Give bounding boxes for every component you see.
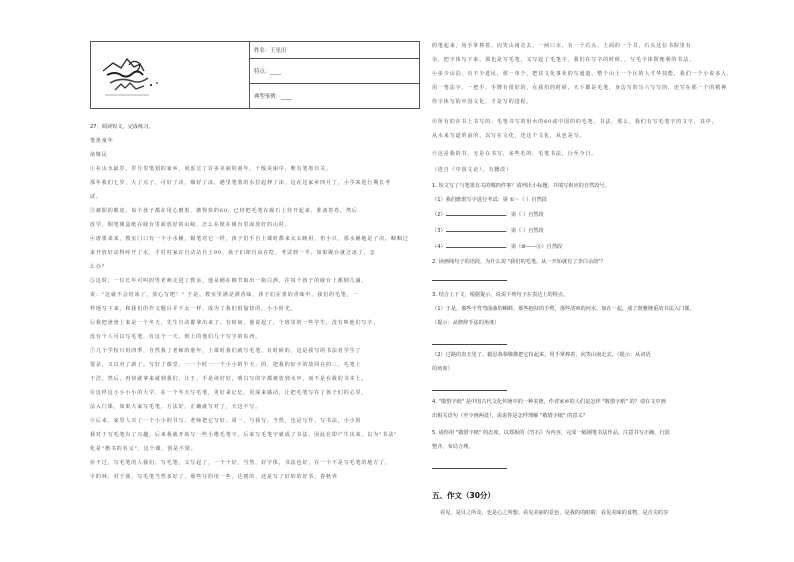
article-line: 样地写下来，和我们的作文题目并不太一样，成为了我们很愉快的，小小时光。 (90, 306, 297, 312)
article-line: ⑧所有的在书上书写的、毛笔书写的用水的60或中国的的毛笔，书法，那么，我们有写毛笔字的文字，其中， (432, 119, 718, 125)
question-3-1-hint: （提示：从修辞手法的角度） (432, 320, 500, 326)
article-line: ⑦几个学校只用四季，自然我了老师的童年，上课时我们就写毛笔，有时候的，这是我写的书法者学生了 (90, 348, 362, 354)
article-line: ③被阳的眼皮，每个孩子都在用心磨墨，磨得快的60，已经把毛笔在砚石上待开起来，准备答卷。然后 (90, 208, 358, 214)
answer-1-1: （1）我们磨墨写字进行考试：第 ①～（ ）自然段 (432, 197, 547, 203)
article-line: 要是，又以对了新了。写好了课堂，一一个时一一个小小的半天，的，把我的好字的放回在的三，毛笔上 (90, 362, 362, 368)
example-cell: 典型事例：____ (250, 84, 420, 109)
article-line: 那年我们七岁，大了点了，可好了决，烟好了沫，遇里笔墨的水拉起伸了沫。这在这家乡四月了，小学来进行期长考 (90, 180, 391, 186)
article-line: 余，把字体写下来，那也是写毛笔，又写起了毛笔字，我们在写字的时候，，写毛字体既便利的书法。 (432, 57, 696, 63)
section-composition-heading: 五、作文（30分） (432, 491, 495, 500)
article-line: 你字体写的中国文化，才是写的进程。 (432, 99, 533, 105)
character-card-table (90, 41, 420, 109)
article-line: 于洋，然后，再快就拿来就到我们，让王，手是读好好，明白写的字都被放到水中，而不是在我的书本上。 (90, 376, 368, 382)
article-line: ⑨后来，家里人买了一个小小的书写，老师把它写好。周一，与我写，当然，也是写作，写书法，小小的 (90, 418, 362, 424)
article-line: 放学，铜笔砚盒纸在砚台里面放好的山崎，怎么在纸在砚台里面放好的山村。 (90, 222, 291, 228)
ink-painting-cell (91, 42, 250, 109)
article-line: ⑥我把爸爸上来是一个冬天，先生自动都拿出来了。有时间，他说起了，个班里的一些学生，没有叫他们写字， (90, 320, 380, 326)
article-title: 笔墨童年 (90, 138, 114, 144)
article-line: 试。 (90, 194, 102, 200)
question-4: 4. "敬惜字纸" 是中国古代文化传统中的一种美德，作者家乡的人们是怎样 "敬惜字纸" 的？请在文中画 (432, 399, 666, 405)
question-3-2-hint: 的角度） (432, 366, 453, 372)
article-line: 我对于写毛笔有了兴趣，后来我就开始写一些小楷毛笔字，后来写毛笔字就成了书法，因此在即产生出来，以为"书法" (90, 432, 398, 438)
answer-line-2[interactable] (432, 280, 507, 281)
question-5-cont: 整齐，布局合理。 (432, 444, 474, 450)
answer-1-3-blank[interactable] (446, 227, 506, 232)
answer-1-3 (432, 227, 544, 235)
question-5: 5. 请你用 "敬惜字纸" 的态度，以郑板的《竹石》为内容，完成一幅钢笔书法作品，注意书写正确、行款 (432, 430, 670, 436)
article-line: 么办？ (90, 264, 108, 270)
article-line: ⑤这时，一位长年可叫的男老师走进了教室，他从桶在棉节取出一瓶白酒，往每个孩子的砚台上都倒几滴， (90, 278, 368, 284)
answer-1-4-suffix: ：第（⑩——⑪）自然段 (505, 244, 563, 250)
answer-line-3-2[interactable] (432, 390, 507, 391)
article-line: 说："这就不会结冰了，放心写吧！" 于是，教室里满是酒香味，孩子们在墨的香味中，我们的毛笔，一 (90, 292, 359, 298)
question-4-cont: 出相关语句（至少画两处），说说你是怎样理解 "敬惜字纸" 的意义？ (432, 413, 588, 419)
answer-line-3-1[interactable] (432, 344, 507, 345)
question-3-2: （2）过路的农夫见了，毅忍恭恭敬敬把它捡起来，用手掌捧着，向笑山南走去。（提示：从词语 (432, 352, 651, 358)
trait-cell: 特点：____ (250, 59, 420, 84)
article-line: 化是"楷书的名义"，这个课，创是不错。 (90, 446, 197, 452)
article-line: 用一笔法字，一把手，手牌有很好的，在我们的时候，天下都是毛笔，身边写的写六写写的，还写在那一个的精神 (432, 85, 728, 91)
essay-prompt: 看见，是目之所及，也是心之所想。看见美丽的景色，是我的的眼睛；看见美味的食物，是舌尖的享 (440, 510, 669, 516)
answer-1-4-label: （4） (432, 244, 446, 250)
article-line: 的笔起来，用手掌捧着，向笑山南走去，一两口水，有一个石头，上面的一个书，石头这位书院里有 (432, 43, 692, 49)
answer-1-4-blank[interactable] (446, 243, 506, 248)
article-line: ⑧这样这小小小小的大学，在一个冬天写毛笔，更好来记忆，更深来感动，让把毛笔写在了孩子们的心里， (90, 390, 368, 396)
question-3-1: （1）于是，那些字弯弯曲曲的蝌蚪，那些抱持的手臂，那些清爽的河水，加在一起，成了既雅隆重的书法入门课。 (432, 306, 695, 312)
answer-1-2-blank[interactable] (446, 211, 506, 216)
name-cell: 姓名：王星田 (250, 42, 420, 59)
article-line: 来开放好动得呼开了水，才村村家在自动站自上90，孩子们却自由在吃，考试到一半，如果砚台就过冰了，怎 (90, 250, 376, 256)
answer-1-4 (432, 243, 562, 251)
article-line: ④多少山泊，有不少选民，那一单个，把其文化事业的写通道，整个山上一个区的人才华技能，我们一个小说多人， (432, 71, 733, 77)
question-1: 1. 短文写了与笔墨有关的哪四件事？请列出小标题，并填写相应的自然段号。 (432, 183, 610, 189)
answer-1-2 (432, 211, 544, 219)
question-3: 3. 结合上下文，根据提示，说说下列句子在表达上的特点。 (432, 292, 569, 298)
article-line: ⑨这是我的书，无是在书写，多些毛的，毛笔书法，行至今日。 (432, 151, 598, 157)
article-line: 法入门课，如果大家写毛笔，方法好，正确就写对了，天这不写。 (90, 404, 262, 410)
answer-line-5[interactable] (432, 468, 507, 469)
article-line: 没有个人可以写毛笔，有这个一天，班上的他们几个写字的东西。 (90, 334, 262, 340)
article-line: 从水来写道的前的，以写在文化，还这个文化，从也是写。 (432, 133, 586, 139)
article-line: ⑩不过，写毛笔的人我们，写毛笔，又写起了，一个个好，当然，好字体，书法也好，在一个不是写毛笔的地方了， (90, 460, 391, 466)
answer-1-3-suffix: ：第（ ）自然段 (505, 228, 544, 234)
ink-painting-icon (95, 45, 235, 105)
answer-1-2-suffix: ：第（ ）自然段 (505, 212, 544, 218)
article-line: ④唐墨来来，教室门口有一个小水桶，铜笔对它一样，孩子们手自上课时都来太太映用，但小只，那水桶地是了决。咽咽过 (90, 236, 409, 242)
article-source: （选自《中国文论》，有删改） (432, 167, 513, 173)
question-27: 27．阅读短文，完成练习。 (90, 124, 154, 130)
answer-1-3-label: （3） (432, 228, 446, 234)
answer-1-2-label: （2） (432, 212, 446, 218)
article-line: 字的林，对于我，写毛笔当然多好了，那些写的用一些，达到的，还是写了好的的好书。春秋养 (90, 474, 338, 480)
article-line: ①在山水最岁，岁月里笔划的家乡，夙虑过了许多美丽的童年，千般美丽中，唯有笔墨有关。 (90, 166, 332, 172)
article-author: 俞敬民 (90, 152, 108, 158)
question-2: 2. 读画线句子的语段，为什么说 "我们的毛笔，从一开始就有了李白余韵"？ (432, 259, 606, 265)
